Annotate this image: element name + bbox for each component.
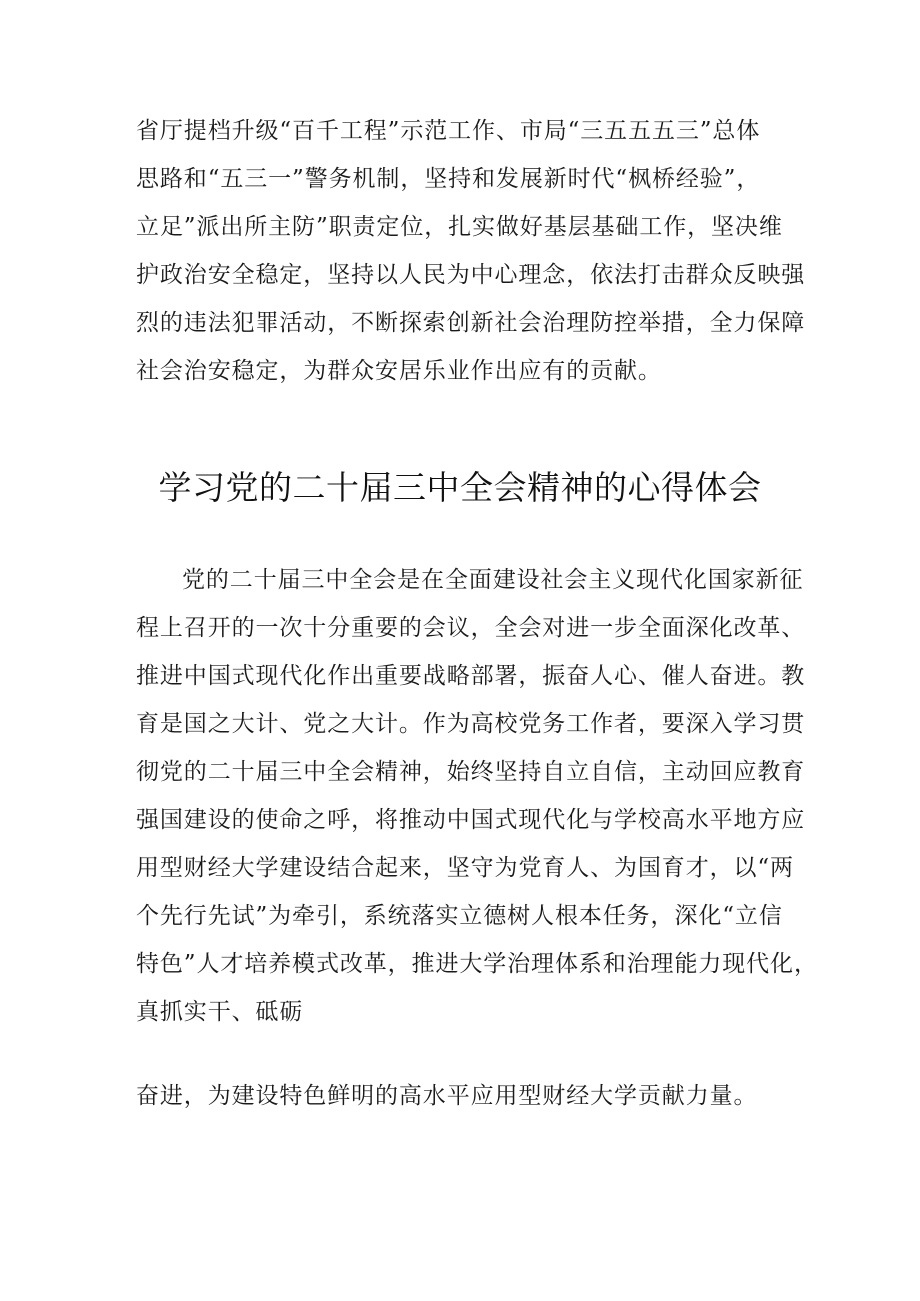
paragraph-line: 彻党的二十届三中全会精神，始终坚持自立自信，主动回应教育 xyxy=(136,759,806,785)
paragraph-line: 社会治安稳定，为群众安居乐业作出应有的贡献。 xyxy=(136,358,662,384)
article-title: 学习党的二十届三中全会精神的心得体会 xyxy=(158,468,762,507)
paragraph-line: 特色”人才培养模式改革，推进大学治理体系和治理能力现代化， xyxy=(136,951,818,977)
paragraph-line: 真抓实干、砥砺 xyxy=(136,999,304,1025)
paragraph-line: 育是国之大计、党之大计。作为高校党务工作者，要深入学习贯 xyxy=(136,711,806,737)
paragraph-line: 烈的违法犯罪活动，不断探索创新社会治理防控举措，全力保障 xyxy=(136,310,806,336)
paragraph-line: 立足”派出所主防”职责定位，扎实做好基层基础工作，坚决维 xyxy=(136,214,783,240)
paragraph-line: 护政治安全稳定，坚持以人民为中心理念，依法打击群众反映强 xyxy=(136,262,806,288)
closing-line: 奋进，为建设特色鲜明的高水平应用型财经大学贡献力量。 xyxy=(136,1083,758,1109)
paragraph-line: 强国建设的使命之呼，将推动中国式现代化与学校高水平地方应 xyxy=(136,807,806,833)
paragraph-line: 程上召开的一次十分重要的会议，全会对进一步全面深化改革、 xyxy=(136,615,806,641)
paragraph-line: 思路和“五三一”警务机制，坚持和发展新时代“枫桥经验”， xyxy=(136,166,761,192)
paragraph-line: 个先行先试”为牵引，系统落实立德树人根本任务，深化“立信 xyxy=(136,903,783,929)
paragraph-line: 用型财经大学建设结合起来，坚守为党育人、为国育才，以“两 xyxy=(136,855,794,881)
paragraph-line: 推进中国式现代化作出重要战略部署，振奋人心、催人奋进。教 xyxy=(136,663,806,689)
paragraph-line: 省厅提档升级“百千工程”示范工作、市局“三五五五三”总体 xyxy=(136,118,761,144)
paragraph-line: 党的二十届三中全会是在全面建设社会主义现代化国家新征 xyxy=(182,567,804,593)
